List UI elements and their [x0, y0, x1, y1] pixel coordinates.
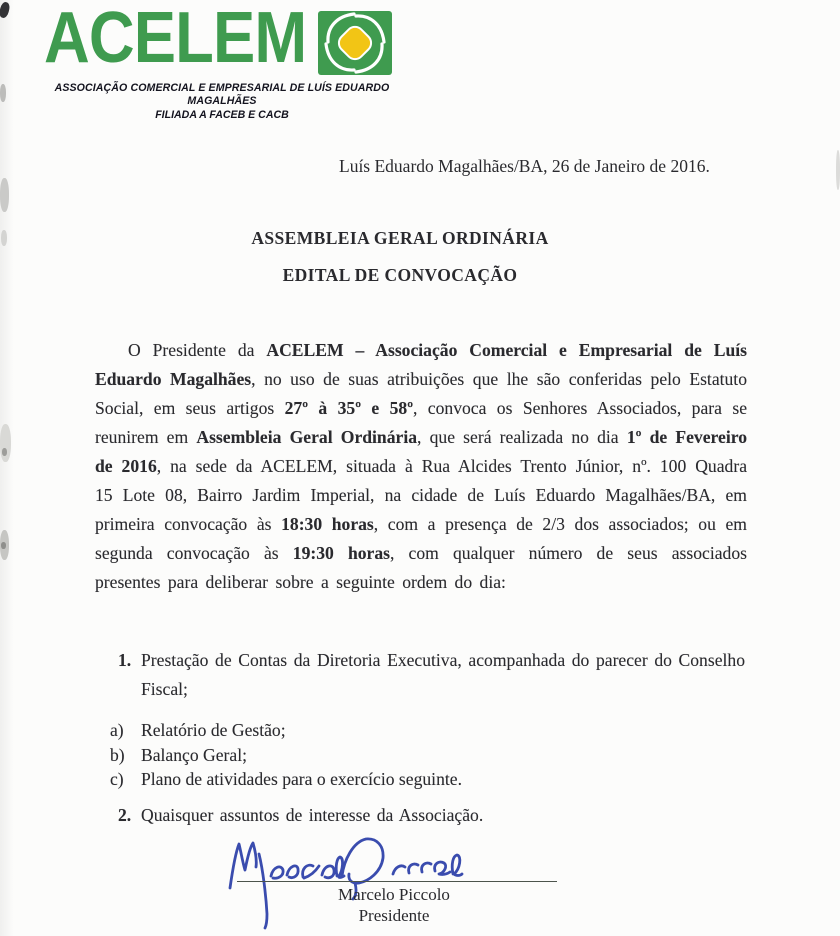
agenda-item-marker: 2. [118, 804, 132, 825]
paragraph-segment: O Presidente da [128, 340, 267, 360]
scan-artifact [0, 84, 6, 102]
scan-artifact [0, 424, 11, 462]
agenda-item-marker: 1. [118, 650, 132, 670]
agenda-item [118, 646, 745, 704]
scan-artifact [0, 1, 11, 19]
paragraph-segment: , na sede da ACELEM, situada à Rua Alcides Trento Júnior, nº. 100 Quadra 15 Lote 08, Bairro Jardim Imperial, na cidade de Luís Eduardo Magalhães/BA, em primeira convocação às [95, 456, 748, 534]
paragraph-segment: , convoca os Senhores Associados, para se reunirem em [95, 398, 747, 447]
scan-artifact [2, 448, 7, 456]
paragraph-segment: , com a presença de 2/3 dos associados; ou em segunda convocação às [95, 514, 747, 563]
agenda-item [110, 743, 745, 768]
agenda-item-marker: c) [110, 769, 124, 789]
signature-name: Marcelo Piccolo [338, 885, 450, 904]
paragraph-bold-segment: 19:30 horas [292, 543, 390, 563]
agenda-item [110, 718, 745, 743]
agenda-item-text: Quaisquer assuntos de interesse da Associação. [141, 804, 484, 825]
paragraph-bold-segment: 1º de Fevereiro de 2016 [95, 427, 748, 476]
letterhead [44, 0, 400, 122]
scan-edge-shade [0, 0, 14, 936]
scan-artifact [0, 530, 9, 560]
paragraph-segment: , com qualquer número de seus associados presentes para deliberar sobre a seguinte ordem do dia: [95, 543, 747, 592]
paragraph-bold-segment: 18:30 horas [281, 514, 374, 534]
paragraph-bold-segment: Assembleia Geral Ordinária [196, 427, 418, 447]
body-paragraph [95, 336, 747, 597]
paragraph-bold-segment: 27º à 35º e 58º [284, 398, 413, 418]
document-title-line1: ASSEMBLEIA GERAL ORDINÁRIA [251, 228, 549, 248]
scan-artifact [1, 542, 6, 549]
scan-artifact [836, 150, 840, 190]
logo-acronym: ACELEM [44, 0, 307, 78]
logo-row [44, 0, 400, 78]
logo-caption-line2: FILIADA A FACEB E CACB [155, 109, 289, 121]
date-line: Luís Eduardo Magalhães/BA, 26 de Janeiro de 2016. [339, 156, 710, 176]
paragraph-segment: , no uso de suas atribuições que lhe são conferidas pelo Estatuto Social, em seus artigos [95, 369, 747, 418]
agenda-item-text: Relatório de Gestão; [141, 720, 286, 740]
agenda-item-marker: b) [110, 744, 125, 765]
document-title-line2: EDITAL DE CONVOCAÇÃO [282, 265, 518, 285]
agenda-item-marker: a) [110, 720, 124, 740]
agenda-item [110, 767, 745, 792]
logo-captions [44, 82, 400, 122]
scan-artifact [0, 178, 9, 212]
agenda-item-text: Balanço Geral; [141, 744, 248, 765]
paragraph-bold-segment: ACELEM – Associação Comercial e Empresarial de Luís Eduardo Magalhães [95, 340, 747, 389]
agenda-item [118, 801, 745, 830]
agenda-item-text: Prestação de Contas da Diretoria Executiva, acompanhada do parecer do Conselho Fiscal; [141, 650, 745, 699]
agenda-item-text: Plano de atividades para o exercício seguinte. [141, 769, 462, 789]
shutter-flower-icon [318, 11, 392, 75]
logo-caption-line1: ASSOCIAÇÃO COMERCIAL E EMPRESARIAL DE LUÍS EDUARDO MAGALHÃES [54, 82, 390, 107]
paragraph-segment: , que será realizada no dia [417, 427, 627, 447]
agenda-list [110, 646, 745, 830]
signature-line [237, 881, 557, 882]
signature-role: Presidente [358, 906, 430, 925]
